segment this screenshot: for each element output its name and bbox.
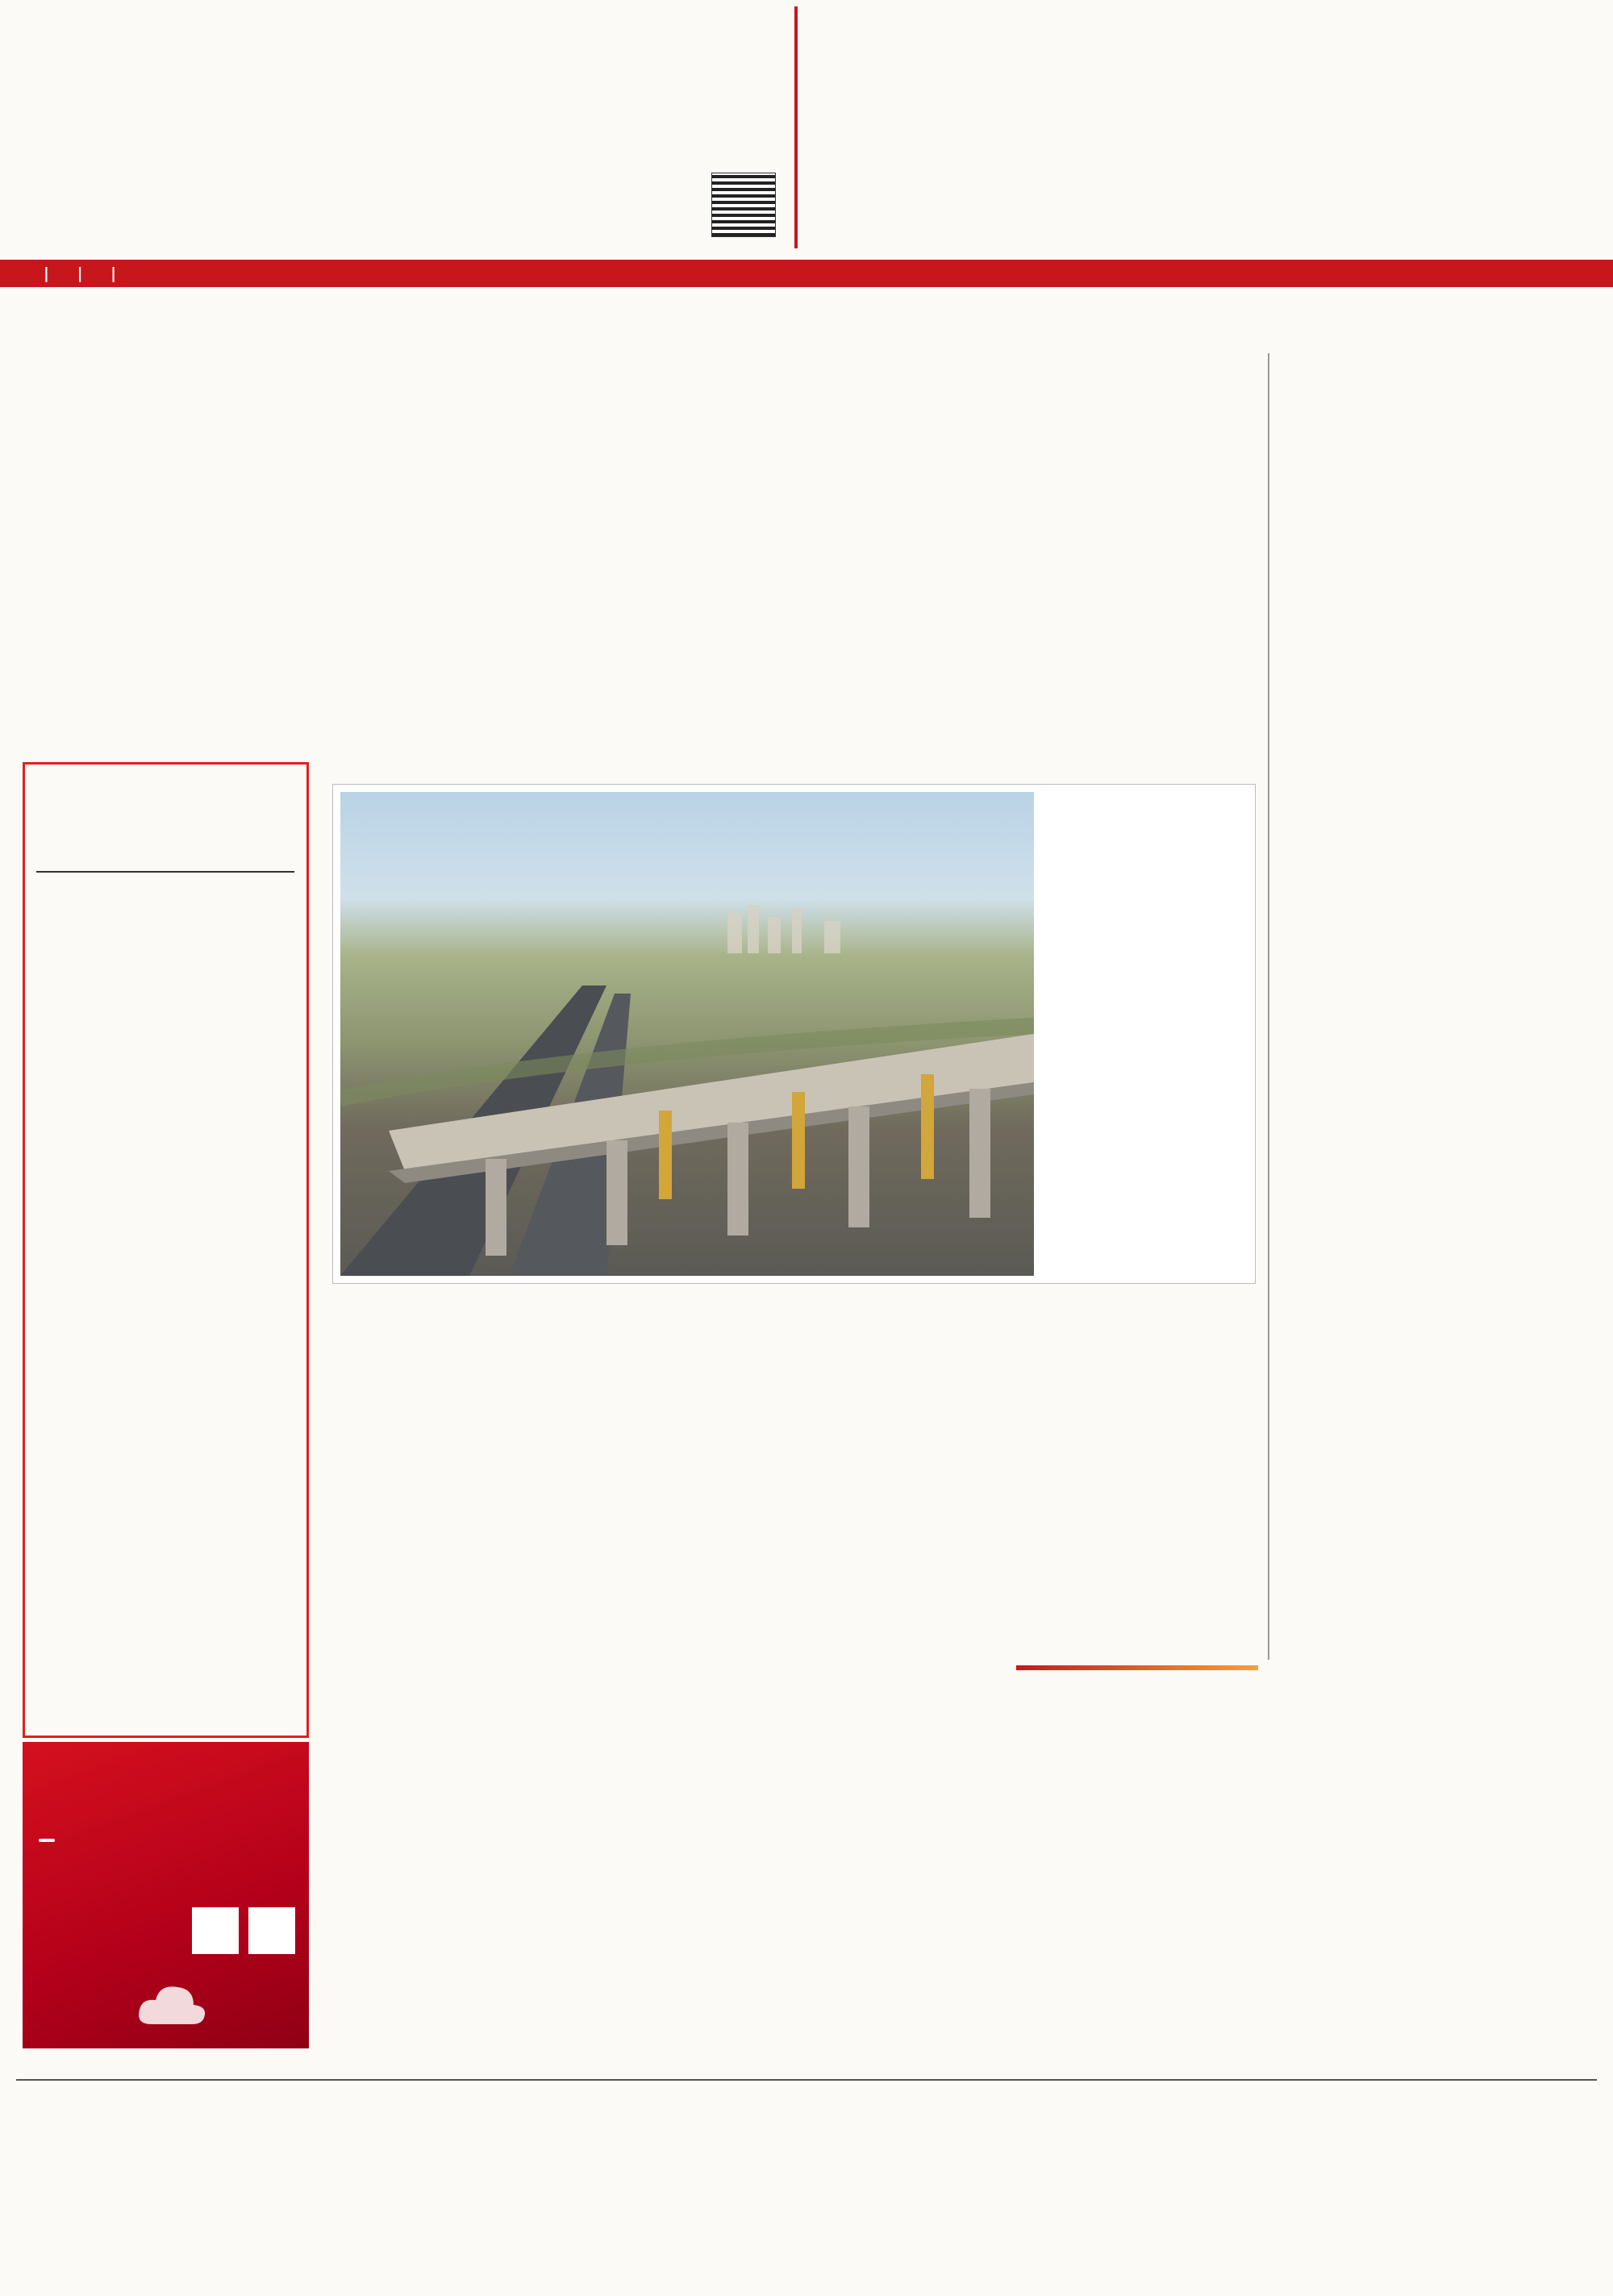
side-body-narrow bbox=[1282, 353, 1466, 1293]
masthead bbox=[16, 4, 581, 173]
rail-construction-photo[interactable] bbox=[340, 792, 1034, 1276]
cloud-icon bbox=[135, 1976, 208, 2032]
side-body-wide bbox=[1282, 1294, 1601, 1657]
lead-col-3 bbox=[649, 516, 952, 734]
qiushi-col-2 bbox=[1210, 65, 1601, 234]
commentary-col-1 bbox=[337, 1410, 637, 1732]
ad-banner[interactable] bbox=[23, 1742, 309, 2048]
qiushi-divider bbox=[794, 6, 798, 248]
photo-illustration bbox=[340, 792, 1034, 1276]
qr-code-icon[interactable] bbox=[711, 173, 776, 237]
commentary-logo-underline bbox=[1016, 1665, 1258, 1670]
lead-col-2 bbox=[339, 516, 641, 734]
wuyi-body bbox=[34, 885, 298, 1728]
bottom-section-rule bbox=[16, 2079, 1597, 2081]
qiushi-col-1 bbox=[806, 65, 1194, 252]
masthead-date-block bbox=[258, 192, 597, 213]
wuyi-rule bbox=[36, 871, 294, 873]
info-bar: | | | bbox=[0, 260, 1613, 287]
ad-qr-2-icon[interactable] bbox=[248, 1907, 295, 1954]
ad-qr-1-icon[interactable] bbox=[192, 1907, 239, 1954]
photo-caption bbox=[1044, 968, 1250, 1278]
side-divider bbox=[1268, 353, 1269, 1660]
lead-col-4 bbox=[960, 516, 1254, 734]
lead-col-1 bbox=[28, 516, 331, 734]
ad-tagline bbox=[39, 1839, 55, 1842]
commentary-col-3 bbox=[953, 1375, 1253, 1601]
digital-body bbox=[1282, 1754, 1601, 2061]
commentary-col-2 bbox=[645, 1375, 945, 1734]
